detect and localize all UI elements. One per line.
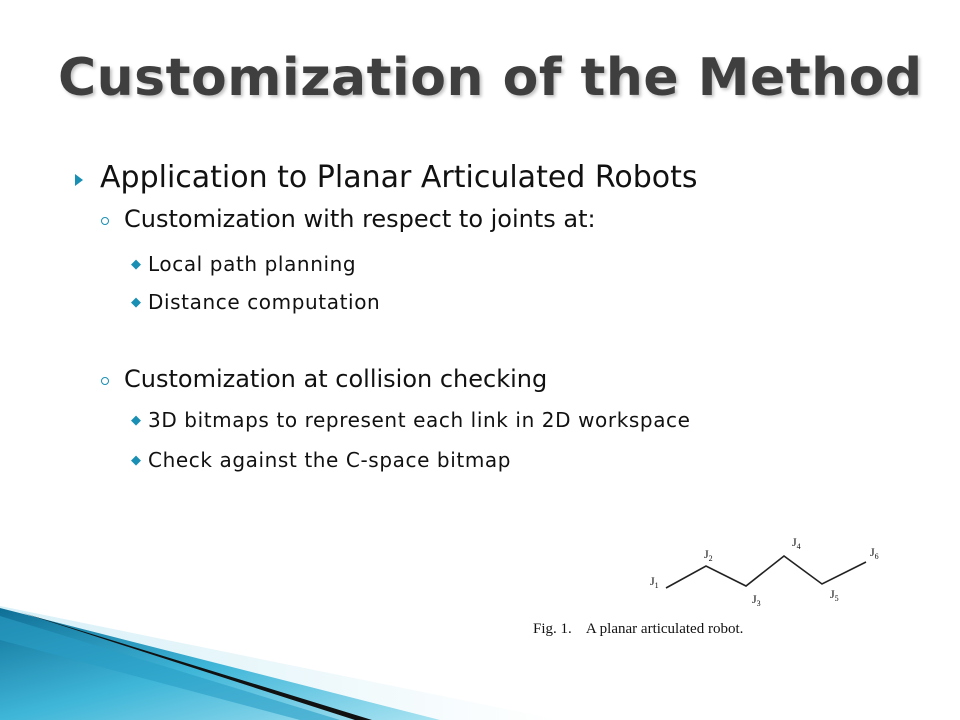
- bullet-text: Customization at collision checking: [124, 365, 548, 393]
- joint-label-j3: $J_3$: [752, 592, 761, 608]
- bullet-text: Application to Planar Articulated Robots: [100, 160, 698, 195]
- circle-bullet-icon: [101, 377, 109, 385]
- bullet-level2: [124, 365, 547, 393]
- joint-label-j4: $J_4$: [792, 535, 801, 551]
- joint-label-j6: $J_6$: [870, 545, 879, 561]
- diamond-bullet-icon: ◆: [131, 295, 142, 310]
- diamond-bullet-icon: ◆: [131, 453, 142, 468]
- bullet-level3: [131, 290, 381, 314]
- circle-bullet-icon: [101, 217, 109, 225]
- bullet-text: Customization with respect to joints at:: [124, 205, 596, 233]
- slide-title: Customization of the Method: [58, 48, 923, 108]
- joint-label-j2: $J_2$: [704, 547, 713, 563]
- figure-caption: Fig. 1. A planar articulated robot.: [533, 621, 744, 637]
- decorative-swoosh: [0, 590, 960, 720]
- bullet-text: Local path planning: [148, 252, 357, 276]
- bullet-level1: [100, 160, 698, 195]
- bullet-level3: [131, 408, 691, 432]
- diamond-bullet-icon: ◆: [131, 413, 142, 428]
- joint-label-j5: $J_5$: [830, 587, 839, 603]
- joint-label-j1: $J_1$: [650, 574, 659, 590]
- robot-links: [666, 556, 866, 588]
- bullet-level3: [131, 252, 357, 276]
- bullet-text: Distance computation: [148, 290, 381, 314]
- diamond-bullet-icon: ◆: [131, 257, 142, 272]
- triangle-bullet-icon: [75, 174, 83, 186]
- bullet-text: Check against the C-space bitmap: [148, 448, 512, 472]
- bullet-text: 3D bitmaps to represent each link in 2D workspace: [148, 408, 691, 432]
- bullet-level2: [124, 205, 596, 233]
- bullet-level3: [131, 448, 512, 472]
